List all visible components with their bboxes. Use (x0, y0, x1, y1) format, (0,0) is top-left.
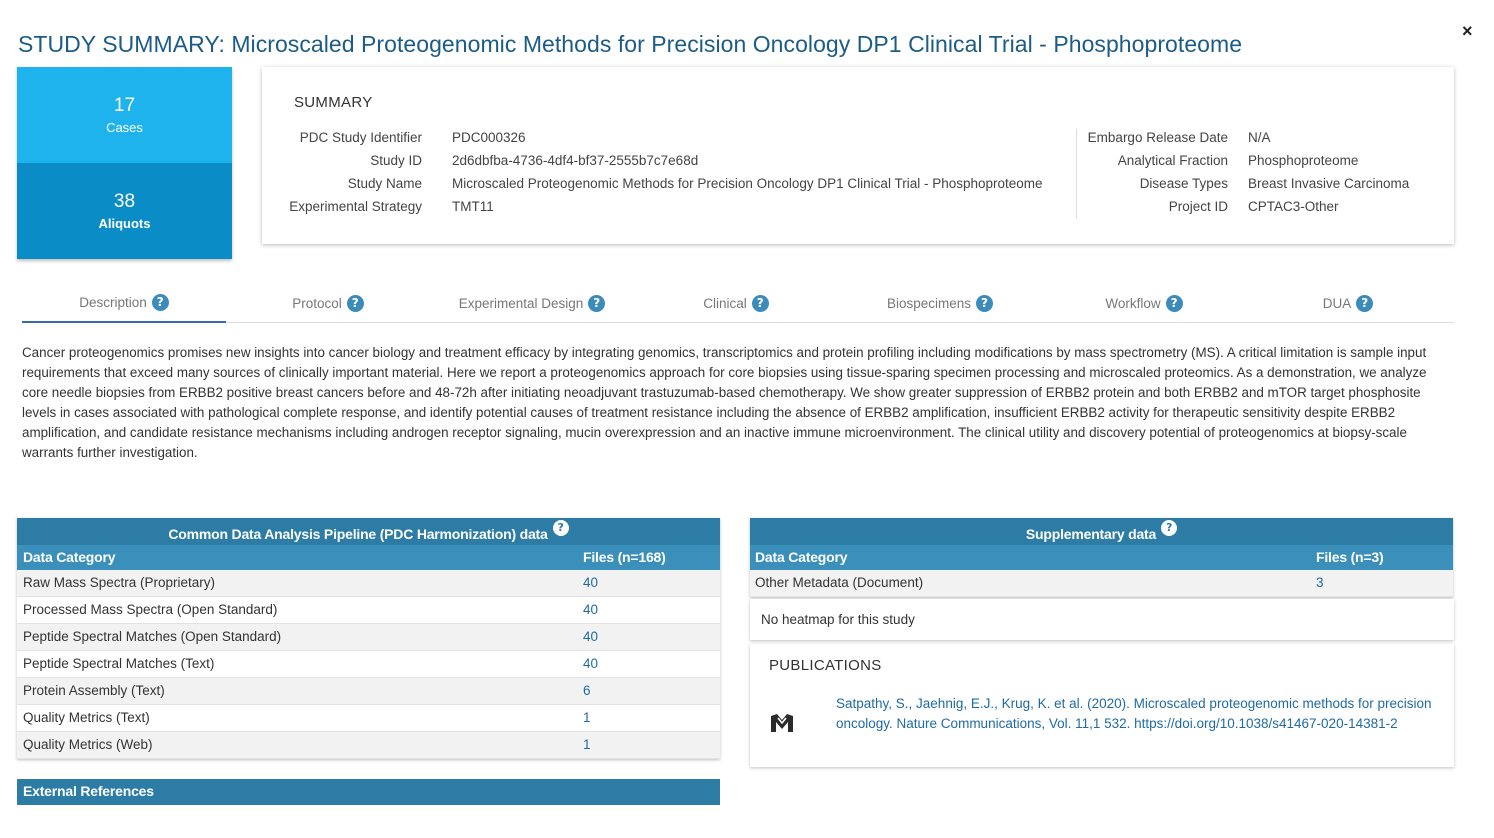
summary-key: Study Name (347, 176, 422, 191)
row-file-count-link[interactable]: 40 (583, 629, 599, 644)
help-icon[interactable]: ? (347, 295, 364, 312)
tab-label: Protocol (292, 295, 342, 311)
heatmap-message: No heatmap for this study (761, 612, 915, 627)
cases-count: 17 (113, 95, 136, 116)
supplementary-data-table (750, 518, 1453, 597)
help-icon[interactable]: ? (553, 520, 569, 536)
row-file-count-link[interactable]: 1 (583, 737, 591, 752)
tab-label: Biospecimens (886, 295, 972, 311)
tab-description[interactable] (22, 283, 226, 323)
summary-heading: SUMMARY (294, 94, 373, 111)
tab-label: DUA (1322, 295, 1352, 311)
row-category: Quality Metrics (Text) (23, 710, 150, 725)
row-file-count-link[interactable]: 40 (583, 602, 599, 617)
table-row (17, 624, 720, 651)
row-file-count-link[interactable]: 40 (583, 656, 599, 671)
supplementary-column-header (750, 545, 1453, 570)
supplementary-title: Supplementary data (1025, 526, 1157, 542)
summary-value: PDC000326 (452, 130, 526, 145)
table-row (17, 651, 720, 678)
column-files[interactable]: Files (n=3) (1316, 549, 1384, 565)
summary-value: N/A (1248, 130, 1271, 145)
summary-value: Phosphoproteome (1248, 153, 1359, 168)
table-row (17, 678, 720, 705)
tab-protocol[interactable] (226, 283, 430, 323)
row-file-count-link[interactable]: 3 (1316, 575, 1324, 590)
tab-label: Experimental Design (458, 295, 584, 311)
summary-value: Microscaled Proteogenomic Methods for Precision Oncology DP1 Clinical Trial - Phosphoproteome (452, 176, 1043, 191)
tab-label: Workflow (1105, 295, 1161, 311)
harmonization-title: Common Data Analysis Pipeline (PDC Harmonization) data (168, 526, 548, 542)
row-file-count-link[interactable]: 1 (583, 710, 591, 725)
row-category: Quality Metrics (Web) (23, 737, 153, 752)
cases-count-box[interactable] (17, 67, 232, 163)
table-row (17, 705, 720, 732)
row-file-count-link[interactable]: 40 (583, 575, 599, 590)
aliquots-count: 38 (113, 191, 136, 212)
help-icon[interactable]: ? (1166, 295, 1183, 312)
aliquots-label: Aliquots (98, 216, 151, 231)
summary-card (262, 67, 1454, 244)
help-icon[interactable]: ? (588, 295, 605, 312)
mendeley-icon[interactable] (770, 712, 794, 734)
tab-biospecimens[interactable] (838, 283, 1042, 323)
supplementary-header (750, 518, 1453, 545)
help-icon[interactable]: ? (1356, 295, 1373, 312)
help-icon[interactable]: ? (152, 294, 169, 311)
table-row (17, 570, 720, 597)
row-category: Processed Mass Spectra (Open Standard) (23, 602, 278, 617)
harmonization-data-table (17, 518, 720, 759)
tab-label: Description (79, 294, 147, 310)
page-title: STUDY SUMMARY: Microscaled Proteogenomic Methods for Precision Oncology DP1 Clinical Trial - Phosphoproteome (18, 31, 1243, 57)
external-references-header[interactable]: External References (17, 779, 720, 805)
row-category: Peptide Spectral Matches (Text) (23, 656, 215, 671)
heatmap-card (750, 599, 1454, 640)
row-category: Protein Assembly (Text) (23, 683, 165, 698)
close-button[interactable]: × (1462, 21, 1473, 41)
summary-value: TMT11 (452, 199, 494, 214)
column-data-category[interactable]: Data Category (23, 549, 116, 565)
summary-key: Study ID (370, 153, 422, 168)
publications-heading: PUBLICATIONS (769, 657, 882, 674)
aliquots-count-box[interactable] (17, 163, 232, 259)
study-tabs (22, 283, 1454, 323)
row-category: Peptide Spectral Matches (Open Standard) (23, 629, 282, 644)
publication-citation-link[interactable]: Satpathy, S., Jaehnig, E.J., Krug, K. et al. (2020). Microscaled proteogenomic methods for precision oncology. Nature Communications, Vol. 11,1 532. https://doi.org/10.1038/s41467-020-14381-2 (836, 696, 1432, 731)
publications-card (750, 644, 1454, 767)
summary-key: PDC Study Identifier (299, 130, 422, 145)
help-icon[interactable]: ? (752, 295, 769, 312)
tab-dua[interactable] (1246, 283, 1450, 323)
row-category: Other Metadata (Document) (755, 575, 924, 590)
tab-experimental-design[interactable] (430, 283, 634, 323)
tab-clinical[interactable] (634, 283, 838, 323)
summary-key: Embargo Release Date (1087, 130, 1228, 145)
summary-value: CPTAC3-Other (1248, 199, 1339, 214)
summary-key: Project ID (1168, 199, 1228, 214)
summary-key: Analytical Fraction (1117, 153, 1228, 168)
summary-value: 2d6dbfba-4736-4df4-bf37-2555b7c7e68d (452, 153, 699, 168)
column-files[interactable]: Files (n=168) (583, 549, 666, 565)
column-data-category[interactable]: Data Category (755, 549, 848, 565)
table-row (17, 732, 720, 759)
row-file-count-link[interactable]: 6 (583, 683, 591, 698)
summary-key: Disease Types (1139, 176, 1228, 191)
help-icon[interactable]: ? (1161, 520, 1177, 536)
table-row (750, 570, 1453, 597)
table-row (17, 597, 720, 624)
tab-label: Clinical (703, 295, 747, 311)
help-icon[interactable]: ? (976, 295, 993, 312)
harmonization-header (17, 518, 720, 545)
cases-label: Cases (106, 120, 143, 135)
harmonization-column-header (17, 545, 720, 570)
summary-value: Breast Invasive Carcinoma (1248, 176, 1410, 191)
row-category: Raw Mass Spectra (Proprietary) (23, 575, 216, 590)
tab-workflow[interactable] (1042, 283, 1246, 323)
summary-key: Experimental Strategy (289, 199, 422, 214)
study-description: Cancer proteogenomics promises new insights into cancer biology and treatment efficacy by integrating genomics, transcriptomics and protein profiling including modifications by mass spectrometry (MS). A critical limitation is sample input requirements that exceed many sources of clinically important material. Here we report a proteogenomics approach for core biopsies using tissue-sparing specimen processing and microscaled proteomics. As a demonstration, we analyze core needle biopsies from ERBB2 positive breast cancers before and 48-72h after initiating neoadjuvant trastuzumab-based chemotherapy. We show greater suppression of ERBB2 protein and both ERBB2 and mTOR target phosphosite levels in cases associated with pathological complete response, and identify potential causes of treatment resistance including the absence of ERBB2 amplification, insufficient ERBB2 activity for therapeutic sensitivity despite ERBB2 amplification, and candidate resistance mechanisms including androgen receptor signaling, mucin overexpression and an inactive immune microenvironment. The clinical utility and discovery potential of proteogenomics at biopsy-scale warrants further investigation. (22, 345, 1427, 460)
